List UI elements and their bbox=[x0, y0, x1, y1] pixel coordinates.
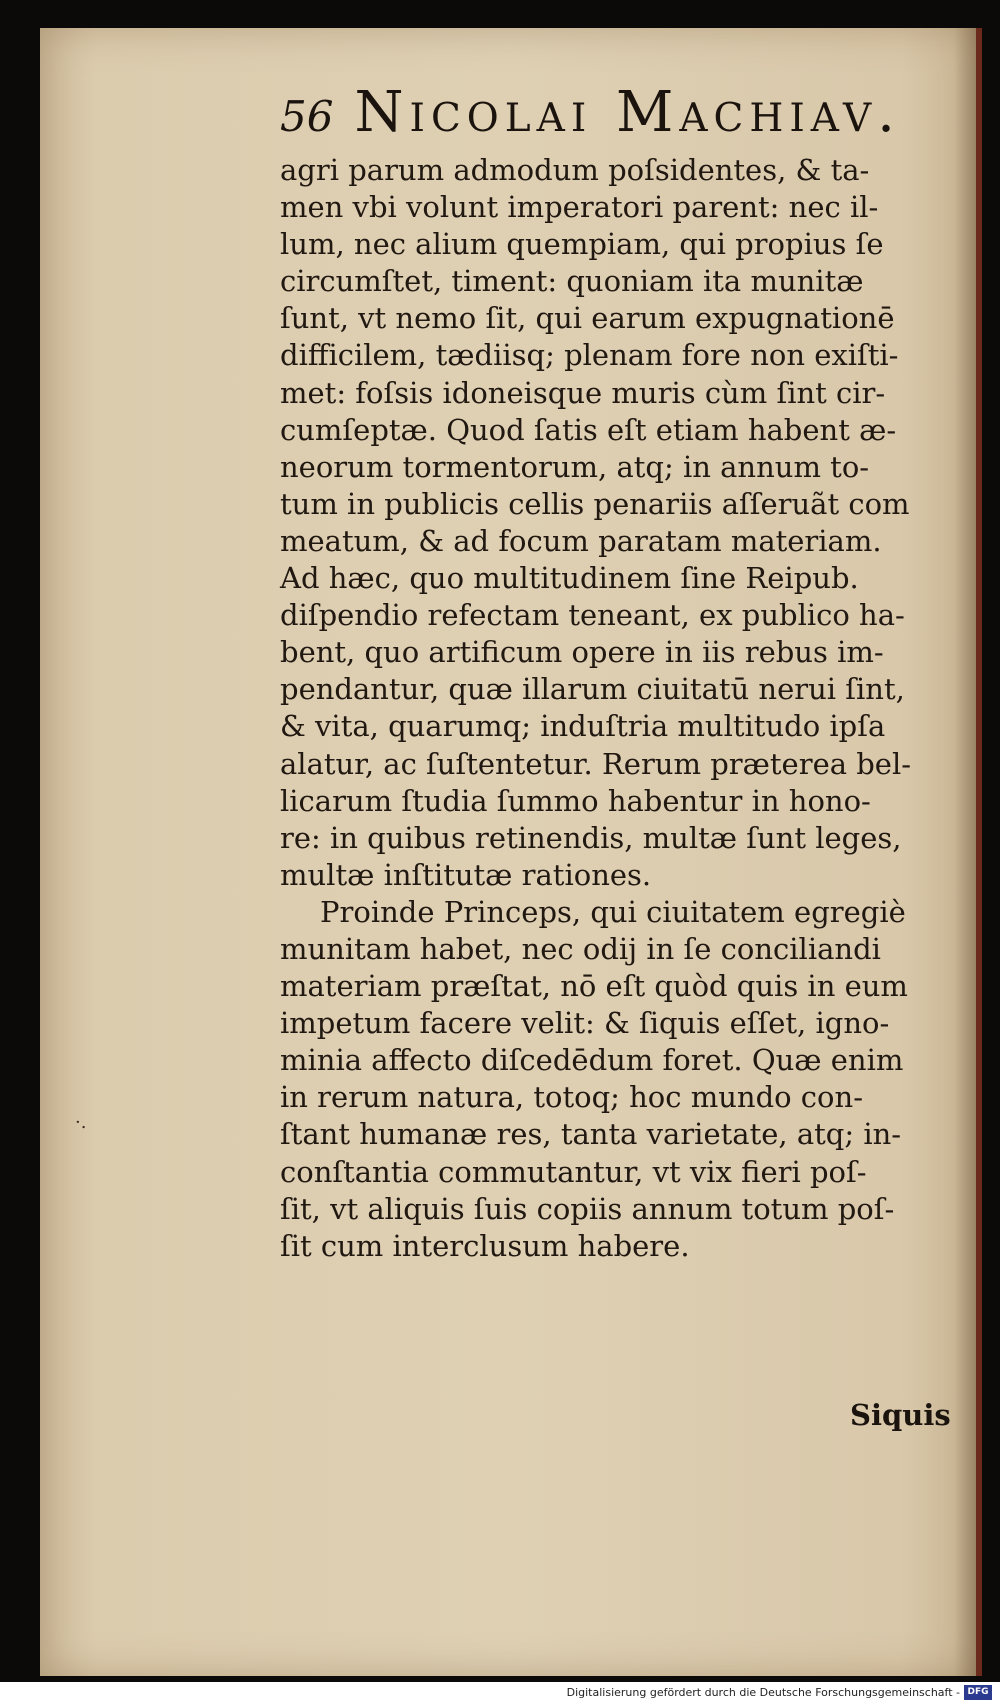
text-line: men vbi volunt imperatori parent: nec il- bbox=[280, 190, 879, 225]
text-line: tum in publicis cellis penariis aſſeruãt com bbox=[280, 486, 910, 521]
margin-mark: ·. bbox=[75, 1112, 87, 1133]
text-line: circumſtet, timent: quoniam ita munitæ bbox=[280, 264, 864, 299]
page-header bbox=[280, 80, 920, 152]
catchword: Siquis bbox=[850, 1398, 951, 1432]
text-line: agri parum admodum poſsidentes, & ta- bbox=[280, 153, 870, 187]
text-line: conſtantia commutantur, vt vix fieri poſ- bbox=[280, 1154, 867, 1189]
text-line: materiam præſtat, nō eſt quòd quis in eum bbox=[280, 969, 908, 1004]
dfg-logo: DFG bbox=[964, 1685, 992, 1700]
text-line: re: in quibus retinendis, multæ ſunt leges, bbox=[280, 820, 902, 855]
page-gutter-shadow bbox=[954, 28, 976, 1676]
page-number: 56 bbox=[280, 92, 334, 141]
text-line: multæ inſtitutæ rationes. bbox=[280, 857, 652, 892]
text-line: minia affecto diſcedēdum foret. Quæ enim bbox=[280, 1043, 904, 1078]
text-line: cumſeptæ. Quod ſatis eſt etiam habent æ- bbox=[280, 412, 897, 447]
text-line: Ad hæc, quo multitudinem ſine Reipub. bbox=[280, 561, 859, 596]
text-line: pendantur, quæ illarum ciuitatū nerui ſint, bbox=[280, 672, 905, 707]
body-text bbox=[280, 152, 940, 1265]
text-line: met: foſsis idoneisque muris cùm ſint cir- bbox=[280, 375, 886, 410]
text-line: ſit cum interclusum habere. bbox=[280, 1228, 690, 1263]
text-line: Proinde Princeps, qui ciuitatem egregiè bbox=[320, 894, 906, 929]
text-line: munitam habet, nec odij in ſe conciliandi bbox=[280, 931, 881, 966]
text-line: difficilem, tædiisq; plenam fore non exiſti- bbox=[280, 338, 899, 373]
running-head: Nicolai Machiav. bbox=[354, 80, 901, 145]
text-line: meatum, & ad focum paratam materiam. bbox=[280, 523, 882, 558]
text-line: impetum facere velit: & ſiquis eſſet, igno- bbox=[280, 1006, 890, 1041]
text-line: alatur, ac ſuſtentetur. Rerum præterea bel- bbox=[280, 746, 912, 781]
text-line: diſpendio refectam teneant, ex publico ha- bbox=[280, 598, 905, 633]
text-line: licarum ſtudia ſummo habentur in hono- bbox=[280, 783, 871, 818]
text-line: neorum tormentorum, atq; in annum to- bbox=[280, 449, 870, 484]
text-line: in rerum natura, totoq; hoc mundo con- bbox=[280, 1080, 863, 1115]
text-line: ſit, vt aliquis ſuis copiis annum totum poſ- bbox=[280, 1191, 895, 1226]
text-line: bent, quo artificum opere in iis rebus im- bbox=[280, 635, 884, 670]
text-line: lum, nec alium quempiam, qui propius ſe bbox=[280, 227, 884, 262]
digitization-credit: Digitalisierung gefördert durch die Deutsche Forschungsgemeinschaft - bbox=[566, 1686, 960, 1699]
text-line: & vita, quarumq; induſtria multitudo ipſa bbox=[280, 709, 886, 744]
text-line: ſunt, vt nemo ſit, qui earum expugnationē bbox=[280, 301, 895, 336]
text-line: ſtant humanæ res, tanta varietate, atq; in- bbox=[280, 1117, 902, 1152]
